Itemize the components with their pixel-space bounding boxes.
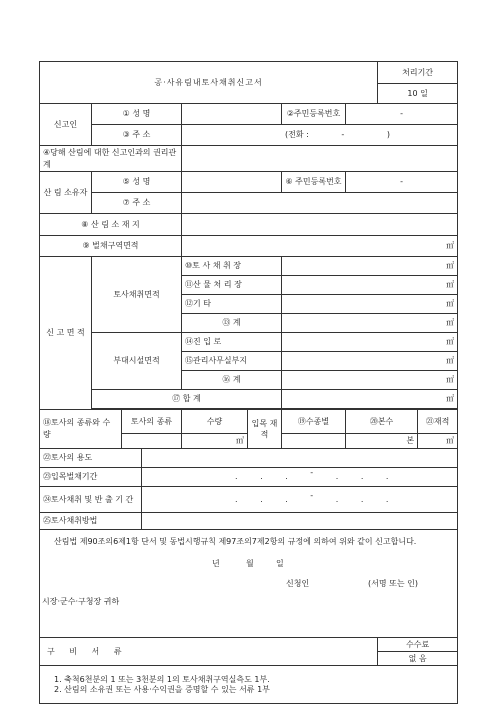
soil-row-4-label: ⑬ 계: [182, 314, 282, 333]
reporter-address-field[interactable]: [182, 125, 458, 146]
docs-list: [40, 666, 458, 704]
facility-row-2-field[interactable]: [282, 352, 458, 371]
unit-m2: ㎡: [446, 318, 455, 327]
soil-row-3-field[interactable]: [282, 295, 458, 314]
date-month: 월: [246, 559, 254, 568]
docs-label: 구 비 서 류: [40, 638, 378, 666]
facility-row-1-label: ⑭진 입 로: [182, 333, 282, 352]
tree-species-field[interactable]: [282, 434, 346, 449]
addressee: 시장·군수·구청장 귀하: [42, 597, 120, 606]
facility-row-3-field[interactable]: [282, 371, 458, 390]
soil-row-2-label: ⑪산 물 처 리 장: [182, 276, 282, 295]
cutting-area-label: ⑨ 벌채구역면적: [40, 236, 182, 257]
date-line: [40, 559, 457, 579]
count-unit: 본: [406, 436, 415, 445]
phone-label: (전화 :: [285, 130, 309, 139]
unit-m2: ㎡: [446, 299, 455, 308]
quantity-field[interactable]: [182, 434, 248, 449]
form-title: 공·사유림내토사채취신고서: [40, 62, 378, 104]
facility-area-label: 부대시설면적: [92, 333, 182, 390]
unit-m2: ㎡: [446, 337, 455, 346]
processing-period-label: 처리기간: [378, 62, 458, 84]
signer-label: 신청인: [286, 579, 310, 588]
owner-label: 산 림 소유자: [40, 172, 92, 214]
volume-header: ㉑재적: [418, 410, 458, 434]
owner-rrn-label: ⑥ 주민등록번호: [282, 172, 346, 193]
extract-period-field[interactable]: . . . - . . .: [142, 487, 458, 513]
cutting-period-field[interactable]: . . . - . . .: [142, 468, 458, 487]
location-label: ⑧ 산 림 소 재 지: [40, 214, 182, 236]
unit-m2: ㎡: [446, 375, 455, 384]
rrn-separator: -: [400, 109, 404, 118]
signer-line: [40, 579, 457, 597]
owner-name-field[interactable]: [182, 172, 282, 193]
reporter-address-label: ③ 주 소: [92, 125, 182, 146]
unit-m2: ㎡: [446, 241, 455, 250]
owner-name-label: ⑤ 성 명: [92, 172, 182, 193]
soil-row-4-field[interactable]: [282, 314, 458, 333]
report-area-label: 신 고 면 적: [40, 257, 92, 410]
total-label: ⑰ 합 계: [92, 390, 282, 409]
cutting-area-field[interactable]: [182, 236, 458, 257]
reporter-rrn-field[interactable]: [346, 104, 458, 125]
soil-area-label: 토사채취면적: [92, 257, 182, 333]
method-label: ㉕토사채취방법: [40, 513, 142, 530]
soil-row-3-label: ⑫기 타: [182, 295, 282, 314]
facility-row-3-label: ⑯ 계: [182, 371, 282, 390]
statement-text: 산림법 제90조의6제1항 단서 및 동법시행규칙 제97조의7제2항의 규정에 의하여 위와 같이 신고합니다.: [54, 537, 417, 546]
unit-m2: ㎡: [446, 280, 455, 289]
reporter-name-label: ① 성 명: [92, 104, 182, 125]
count-header: ⑳본수: [346, 410, 418, 434]
phone-close: ): [386, 130, 390, 139]
unit-m2: ㎡: [446, 261, 455, 270]
quantity-header: 수량: [182, 410, 248, 434]
species-label: ⑱토사의 종류와 수 량: [40, 410, 122, 449]
soil-row-2-field[interactable]: [282, 276, 458, 295]
tree-species-header: ⑲수종별: [282, 410, 346, 434]
method-field[interactable]: [142, 513, 458, 530]
volume-unit: ㎥: [446, 436, 455, 445]
timber-volume-label: 입목 재적: [248, 410, 282, 449]
fee-label: 수수료: [378, 638, 458, 652]
processing-period-value: 10 일: [378, 84, 458, 104]
soil-kind-field[interactable]: [122, 434, 182, 449]
soil-row-1-label: ⑩토 사 채 취 장: [182, 257, 282, 276]
unit-m2: ㎡: [446, 394, 455, 403]
volume-field[interactable]: [418, 434, 458, 449]
unit-m2: ㎡: [446, 356, 455, 365]
facility-row-1-field[interactable]: [282, 333, 458, 352]
total-field[interactable]: [282, 390, 458, 409]
phone-separator: -: [341, 130, 345, 139]
usage-field[interactable]: [142, 449, 458, 468]
reporter-label: 신고인: [40, 104, 92, 146]
reporter-rrn-label: ②주민등록번호: [282, 104, 346, 125]
statement-block: [40, 530, 458, 638]
soil-row-1-field[interactable]: [282, 257, 458, 276]
rights-label: ④당해 산림에 대한 신고인과의 권리관계: [40, 146, 182, 172]
doc-item-1: 1. 축척6천분의 1 또는 3천분의 1의 토사채취구역실측도 1부.: [54, 674, 270, 684]
unit-m3: ㎥: [236, 436, 244, 445]
doc-item-2: 2. 산림의 소유권 또는 사용·수익권을 증명할 수 있는 서류 1부: [54, 684, 270, 694]
soil-kind-header: 토사의 종류: [122, 410, 182, 434]
date-day: 일: [276, 559, 284, 568]
date-year: 년: [212, 559, 220, 568]
location-field[interactable]: [182, 214, 458, 236]
report-form: [39, 61, 458, 704]
extract-period-label: ㉔토사채취 및 반 출 기 간: [40, 487, 142, 513]
owner-address-field[interactable]: [182, 193, 458, 214]
sign-note[interactable]: (서명 또는 인): [368, 579, 418, 588]
rights-field[interactable]: [182, 146, 458, 172]
form-page: [39, 61, 457, 694]
owner-address-label: ⑦ 주 소: [92, 193, 182, 214]
fee-value: 없 음: [378, 652, 458, 666]
owner-rrn-field[interactable]: [346, 172, 458, 193]
usage-label: ㉒토사의 용도: [40, 449, 142, 468]
count-field[interactable]: [346, 434, 418, 449]
facility-row-2-label: ⑮관리사무실부지: [182, 352, 282, 371]
reporter-name-field[interactable]: [182, 104, 282, 125]
cutting-period-label: ㉓입목벌채기간: [40, 468, 142, 487]
owner-rrn-separator: -: [400, 177, 404, 186]
